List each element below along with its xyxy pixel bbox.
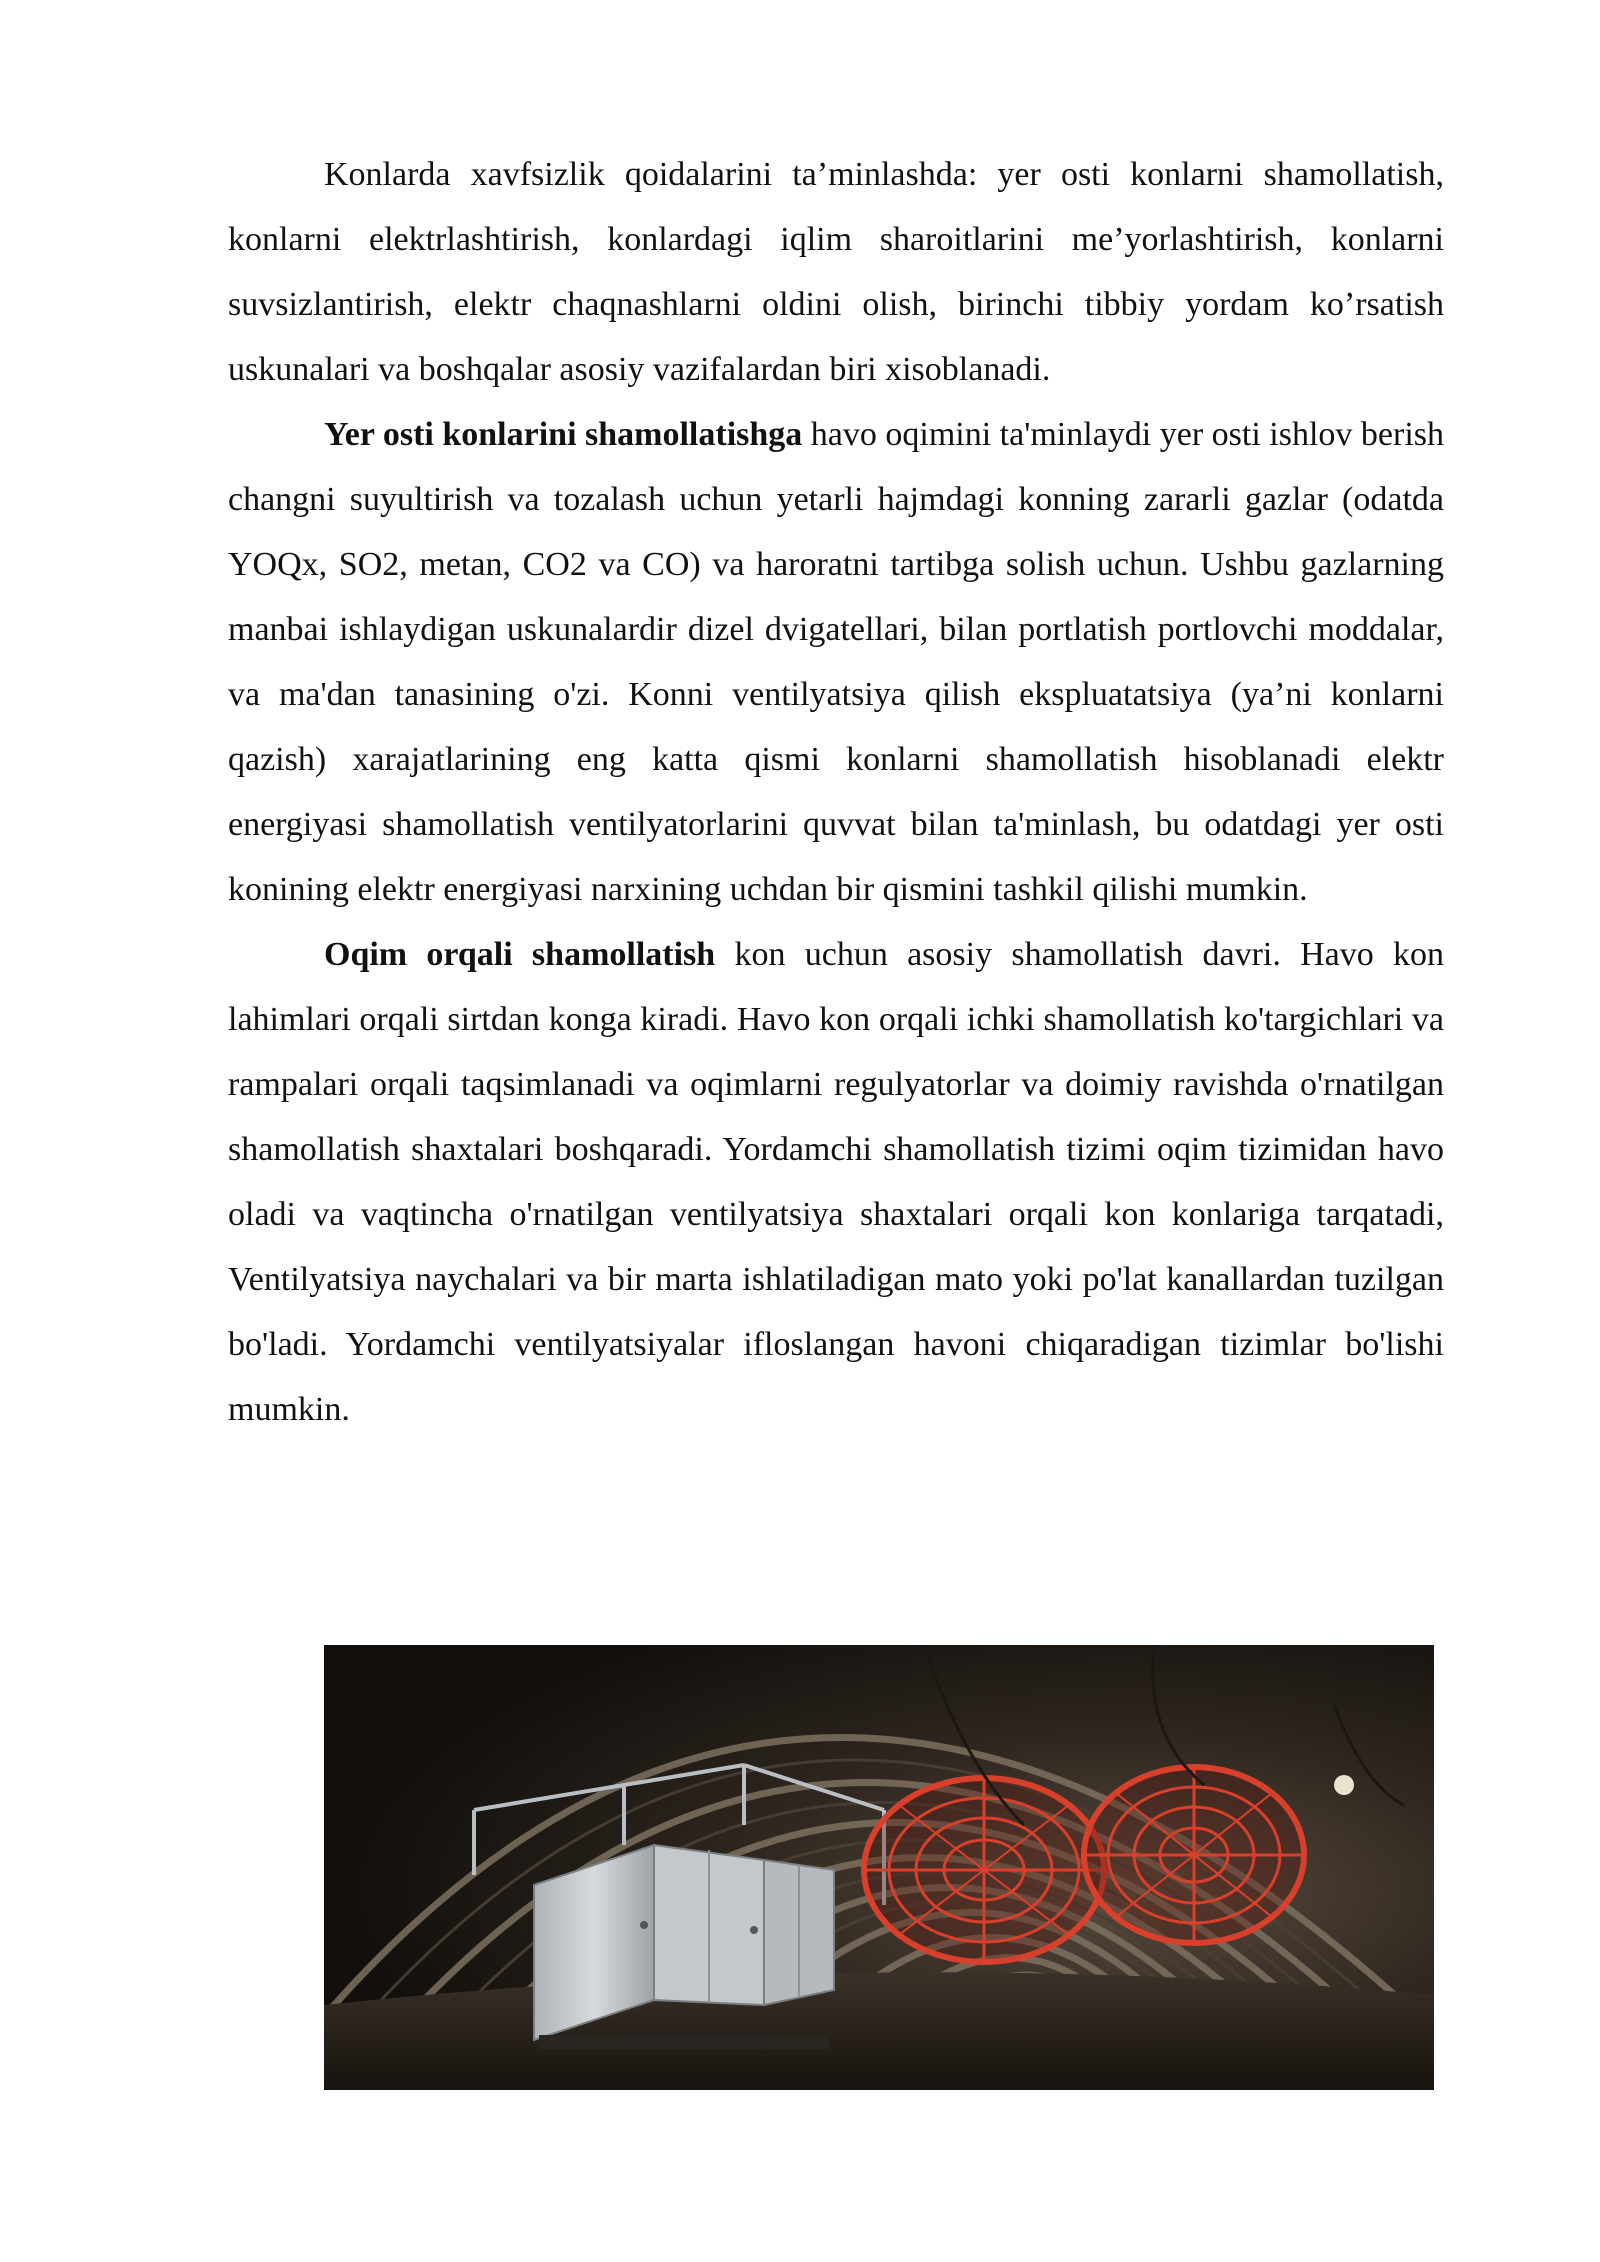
paragraph-3-text: kon uchun asosiy shamollatish davri. Havo kon lahimlari orqali sirtdan konga kiradi. Havo kon orqali ichki shamollatish ko'targichlari va rampalari orqali taqsimlanadi va oqimlarni regulyatorlar va doimiy ravishda o'rnatilgan shamollatish shaxtalari boshqaradi. Yordamchi shamollatish tizimi oqim tizimidan havo oladi va vaqtincha o'rnatilgan ventilyatsiya shaxtalari orqali kon konlariga tarqatadi, Ventilyatsiya naychalari va bir marta ishlatiladigan mato yoki po'lat kanallardan tuzilgan bo'ladi. Yordamchi ventilyatsiyalar ifloslangan havoni chiqaradigan tizimlar bo'lishi mumkin. — [228, 936, 1444, 1428]
tunnel-lamp — [1334, 1775, 1354, 1795]
body-text — [228, 142, 1444, 1442]
paragraph-2-text: havo oqimini ta'minlaydi yer osti ishlov berish changni suyultirish va tozalash uchun yetarli hajmdagi konning zararli gazlar (odatda YOQx, SO2, metan, CO2 va CO) va haroratni tartibga solish uchun. Ushbu gazlarning manbai ishlaydigan uskunalardir dizel dvigatellari, bilan portlatish portlovchi moddalar, va ma'dan tanasining o'zi. Konni ventilyatsiya qilish ekspluatatsiya (ya’ni konlarni qazish) xarajatlarining eng katta qismi konlarni shamollatish hisoblanadi elektr energiyasi shamollatish ventilyatorlarini quvvat bilan ta'minlash, bu odatdagi yer osti konining elektr energiyasi narxining uchdan bir qismini tashkil qilishi mumkin. — [228, 416, 1444, 908]
paragraph-1-text: Konlarda xavfsizlik qoidalarini ta’minlashda: yer osti konlarni shamollatish, konlarni elektrlashtirish, konlardagi iqlim sharoitlarini me’yorlashtirish, konlarni suvsizlantirish, elektr chaqnashlarni oldini olish, birinchi tibbiy yordam ko’rsatish uskunalari va boshqalar asosiy vazifalardan biri xisoblanadi. — [228, 156, 1444, 388]
paragraph-3 — [228, 922, 1444, 1442]
tunnel-floor — [324, 1972, 1434, 2090]
paragraph-2-lead: Yer osti konlarini shamollatishga — [324, 416, 803, 453]
paragraph-3-lead: Oqim orqali shamollatish — [324, 936, 716, 973]
paragraph-1 — [228, 142, 1444, 402]
mine-tunnel-photo — [324, 1645, 1434, 2090]
mine-tunnel-illustration — [324, 1645, 1434, 2090]
paragraph-2 — [228, 402, 1444, 922]
